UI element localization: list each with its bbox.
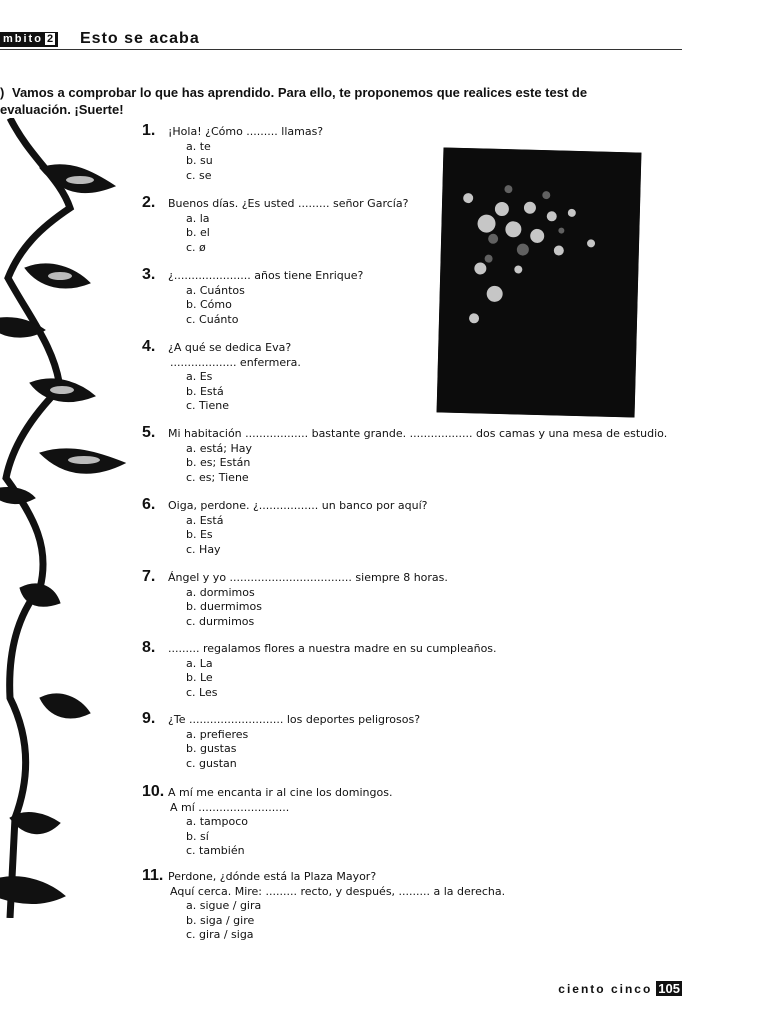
flowers-photo xyxy=(437,147,642,417)
chapter-header xyxy=(0,30,682,50)
option-b: b. su xyxy=(186,154,213,167)
intro-bracket-icon: ) xyxy=(0,85,5,100)
option-c: c. gustan xyxy=(186,756,237,770)
question-11: 11. Perdone, ¿dónde está la Plaza Mayor? Aquí cerca. Mire: ......... recto, y después, ......... a la derecha. a. sigue / gira b. siga / gire c. gira / siga xyxy=(142,867,506,941)
question-3: 3. ¿...................... años tiene Enrique? a. Cuántos b. Cómo c. Cuánto xyxy=(142,266,364,326)
page-footer xyxy=(558,980,682,996)
question-4: 4. ¿A qué se dedica Eva? ................... enfermera. a. Es b. Está c. Tiene xyxy=(142,338,301,412)
question-8: 8. ......... regalamos flores a nuestra madre en su cumpleaños. a. La b. Le c. Les xyxy=(142,639,497,699)
option-a: a. La xyxy=(186,656,213,670)
option-b: b. Está xyxy=(186,384,224,398)
option-c: c. Cuánto xyxy=(186,312,239,326)
option-b: b. siga / gire xyxy=(186,913,255,927)
intro-instructions: ) Vamos a comprobar lo que has aprendido. Para ello, te proponemos que realices este test de evaluación. ¡Suerte! xyxy=(0,85,588,117)
page-number-words: ciento cinco xyxy=(558,982,653,996)
option-a: a. tampoco xyxy=(186,815,248,828)
option-b: b. Cómo xyxy=(186,298,232,311)
option-b: b. el xyxy=(186,226,210,239)
option-a: a. dormimos xyxy=(186,585,255,599)
option-c: c. Hay xyxy=(186,542,221,556)
plant-illustration xyxy=(0,118,130,918)
question-10: 10. A mí me encanta ir al cine los domingos. A mí .......................... a. tampoco b. sí c. también xyxy=(142,783,393,857)
question-1: 1. ¡Hola! ¿Cómo ......... llamas? a. te b. su c. se xyxy=(142,122,324,182)
option-a: a. está; Hay xyxy=(186,441,253,455)
option-c: c. Tiene xyxy=(186,399,229,412)
question-6: 6. Oiga, perdone. ¿................. un banco por aquí? a. Está b. Es c. Hay xyxy=(142,496,428,556)
option-c: c. gira / siga xyxy=(186,928,254,941)
option-b: b. gustas xyxy=(186,742,237,755)
option-c: c. Les xyxy=(186,685,218,699)
question-2: 2. Buenos días. ¿Es usted ......... señor García? a. la b. el c. ø xyxy=(142,194,409,254)
option-c: c. también xyxy=(186,844,245,857)
option-b: b. sí xyxy=(186,829,209,843)
option-c: c. ø xyxy=(186,240,206,254)
option-c: c. durmimos xyxy=(186,614,255,628)
page-number: 105 xyxy=(658,981,680,996)
option-a: a. la xyxy=(186,211,210,225)
chapter-title: Esto se acaba xyxy=(80,30,200,47)
option-b: b. duermimos xyxy=(186,600,262,613)
chapter-tag: mbito 2 xyxy=(0,32,58,47)
question-9: 9. ¿Te ........................... los deportes peligrosos? a. prefieres b. gustas c. gustan xyxy=(142,710,421,770)
option-a: a. Es xyxy=(186,370,213,383)
option-c: c. se xyxy=(186,168,212,182)
option-a: a. sigue / gira xyxy=(186,899,262,912)
option-a: a. te xyxy=(186,139,211,153)
option-c: c. es; Tiene xyxy=(186,470,249,484)
option-b: b. Es xyxy=(186,528,213,541)
question-7: 7. Ángel y yo ................................... siempre 8 horas. a. dormimos b. duermimos c. durmimos xyxy=(142,568,448,628)
option-b: b. Le xyxy=(186,671,213,684)
option-a: a. Cuántos xyxy=(186,283,245,297)
option-b: b. es; Están xyxy=(186,456,251,469)
option-a: a. prefieres xyxy=(186,727,249,741)
option-a: a. Está xyxy=(186,513,224,527)
question-5: 5. Mi habitación .................. bastante grande. .................. dos camas y una mesa de estudio. a. está; Hay b. es; Están c. es; Tiene xyxy=(142,424,668,484)
header-rule xyxy=(0,49,682,50)
